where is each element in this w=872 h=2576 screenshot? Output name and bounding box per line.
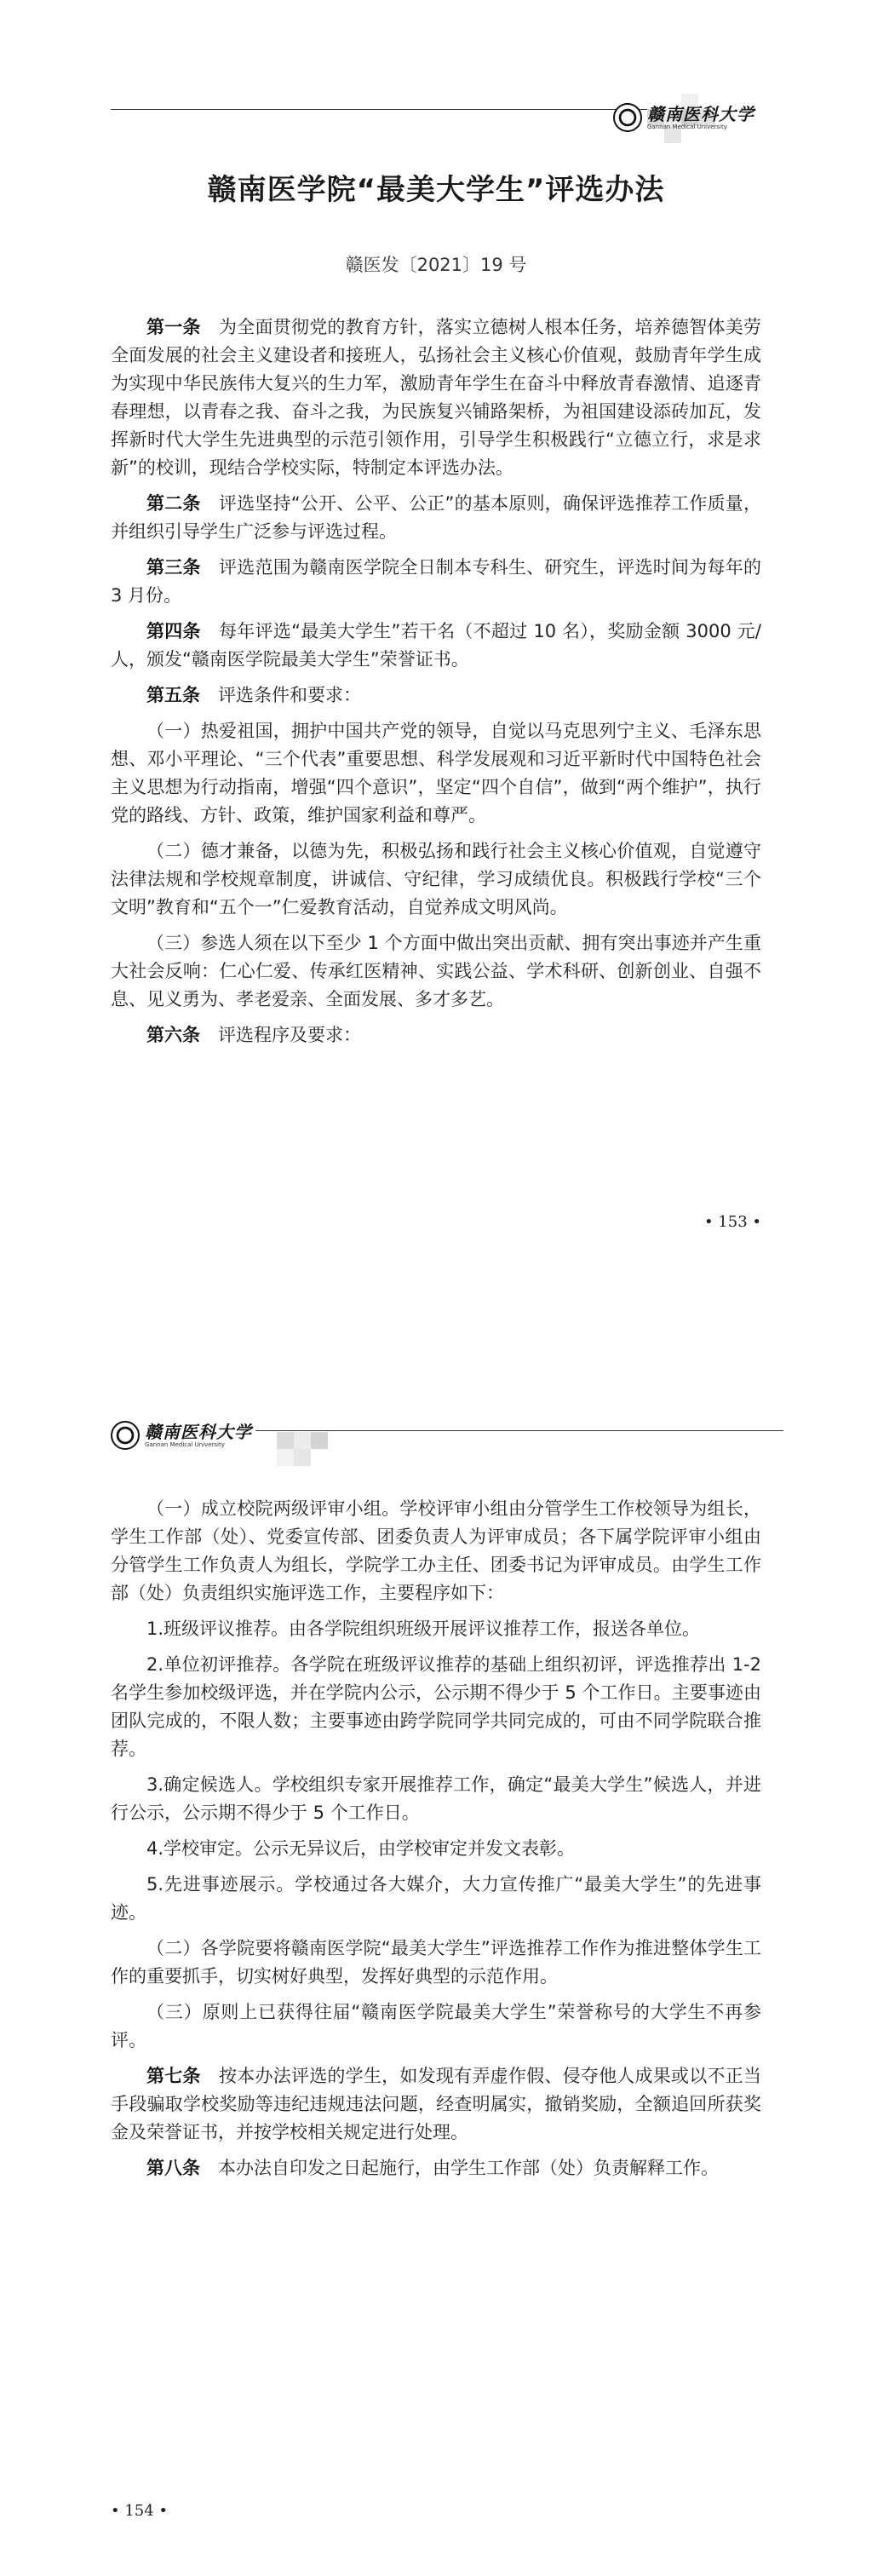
sub-paragraph: 5.先进事迹展示。学校通过各大媒介，大力宣传推广“最美大学生”的先进事迹。	[111, 1874, 761, 1923]
page-header	[111, 103, 783, 143]
article-paragraph: 第三条 评选范围为赣南医学院全日制本专科生、研究生，评选时间为每年的 3 月份。	[111, 557, 762, 606]
sub-paragraph: （二）德才兼备，以德为先，积极弘扬和践行社会主义核心价值观，自觉遵守法律法规和学校规章制度，讲诚信、守纪律，学习成绩优良。积极践行学校“三个文明”教育和“五个一”仁爱教育活动，自觉养成文明风尚。	[111, 841, 761, 917]
sub-paragraph: 3.确定候选人。学校组织专家开展推荐工作，确定“最美大学生”候选人，并进行公示，公示期不得少于 5 个工作日。	[111, 1774, 761, 1823]
sub-paragraph: （三）原则上已获得往届“赣南医学院最美大学生”荣誉称号的大学生不再参评。	[111, 2002, 761, 2050]
page-number: • 154 •	[111, 2502, 169, 2520]
logo-english-name: Gannan Medical University	[647, 123, 727, 130]
article-lead: 第三条	[146, 557, 201, 578]
document-number: 赣医发〔2021〕19 号	[345, 255, 527, 275]
article-lead: 第二条	[146, 493, 201, 514]
header-rule	[111, 109, 673, 110]
article-lead: 第八条	[146, 2158, 200, 2178]
page2-body	[111, 1495, 761, 2190]
article-lead: 第四条	[146, 621, 201, 641]
emblem-icon	[613, 103, 642, 132]
article-paragraph: 第五条 评选条件和要求：	[146, 685, 361, 705]
article-lead: 第一条	[146, 317, 201, 337]
sub-paragraph: 1.班级评议推荐。由各学院组织班级开展评议推荐工作，报送各单位。	[146, 1619, 701, 1639]
sub-paragraph: 2.单位初评推荐。各学院在班级评议推荐的基础上组织初评，评选推荐出 1-2 名学生参加校级评选，并在学院内公示，公示期不得少于 5 个工作日。主要事迹由团队完成的，不限人数；主要事迹由跨学院同学共同完成的，可由不同学院联合推荐。	[111, 1654, 761, 1759]
emblem-icon	[111, 1421, 140, 1450]
logo-chinese-name: 赣南医科大学	[647, 103, 754, 124]
article-paragraph: 第二条 评选坚持“公开、公平、公正”的基本原则，确保评选推荐工作质量，并组织引导学生广泛参与评选过程。	[111, 493, 761, 542]
article-paragraph: 第八条 本办法自印发之日起施行，由学生工作部（处）负责解释工作。	[146, 2158, 719, 2178]
page1-body	[111, 313, 761, 1057]
article-lead: 第五条	[146, 685, 200, 705]
page-number: • 153 •	[703, 1213, 761, 1231]
page-header	[85, 1418, 783, 1452]
sub-paragraph: 4.学校审定。公示无异议后，由学校审定并发文表彰。	[146, 1838, 576, 1859]
logo-chinese-name: 赣南医科大学	[145, 1421, 252, 1442]
article-paragraph: 第一条 为全面贯彻党的教育方针，落实立德树人根本任务，培养德智体美劳全面发展的社会主义建设者和接班人，弘扬社会主义核心价值观，鼓励青年学生成为实现中华民族伟大复兴的生力军，激励青年学生在奋斗中释放青春激情、追逐青春理想，以青春之我、奋斗之我，为民族复兴铺路架桥，为祖国建设添砖加瓦，发挥新时代大学生先进典型的示范引领作用，引导学生积极践行“立德立行，求是求新”的校训，现结合学校实际，特制定本评选办法。	[111, 317, 762, 478]
sub-paragraph: （二）各学院要将赣南医学院“最美大学生”评选推荐工作作为推进整体学生工作的重要抓手，切实树好典型，发挥好典型的示范作用。	[111, 1938, 761, 1987]
article-paragraph: 第六条 评选程序及要求：	[146, 1025, 361, 1045]
article-lead: 第六条	[146, 1025, 200, 1045]
article-paragraph: 第七条 按本办法评选的学生，如发现有弄虚作假、侵夺他人成果或以不正当手段骗取学校奖励等违纪违规违法问题，经查明属实，撤销奖励，全额追回所获奖金及荣誉证书，并按学校相关规定进行处理。	[111, 2066, 762, 2142]
logo-english-name: Gannan Medical University	[145, 1440, 225, 1448]
university-logo	[613, 101, 783, 135]
article-lead: 第七条	[146, 2066, 201, 2086]
sub-paragraph: （一）热爱祖国，拥护中国共产党的领导，自觉以马克思列宁主义、毛泽东思想、邓小平理论、“三个代表”重要思想、科学发展观和习近平新时代中国特色社会主义思想为行动指南，增强“四个意识”，坚定“四个自信”，做到“两个维护”，执行党的路线、方针、政策，维护国家利益和尊严。	[111, 721, 761, 825]
university-logo	[111, 1418, 281, 1452]
watermark-mosaic	[277, 1418, 353, 1469]
sub-paragraph: （三）参选人须在以下至少 1 个方面中做出突出贡献、拥有突出事迹并产生重大社会反响：仁心仁爱、传承红医精神、实践公益、学术科研、创新创业、自强不息、见义勇为、孝老爱亲、全面发展、多才多艺。	[111, 933, 761, 1009]
sub-paragraph: （一）成立校院两级评审小组。学校评审小组由分管学生工作校领导为组长，学生工作部（处）、党委宣传部、团委负责人为评审成员；各下属学院评审小组由分管学生工作负责人为组长，学院学工办主任、团委书记为评审成员。由学生工作部（处）负责组织实施评选工作，主要程序如下：	[111, 1498, 761, 1603]
document-title: 赣南医学院“最美大学生”评选办法	[207, 173, 665, 207]
article-paragraph: 第四条 每年评选“最美大学生”若干名（不超过 10 名），奖励金额 3000 元/人，颁发“赣南医学院最美大学生”荣誉证书。	[111, 621, 761, 670]
